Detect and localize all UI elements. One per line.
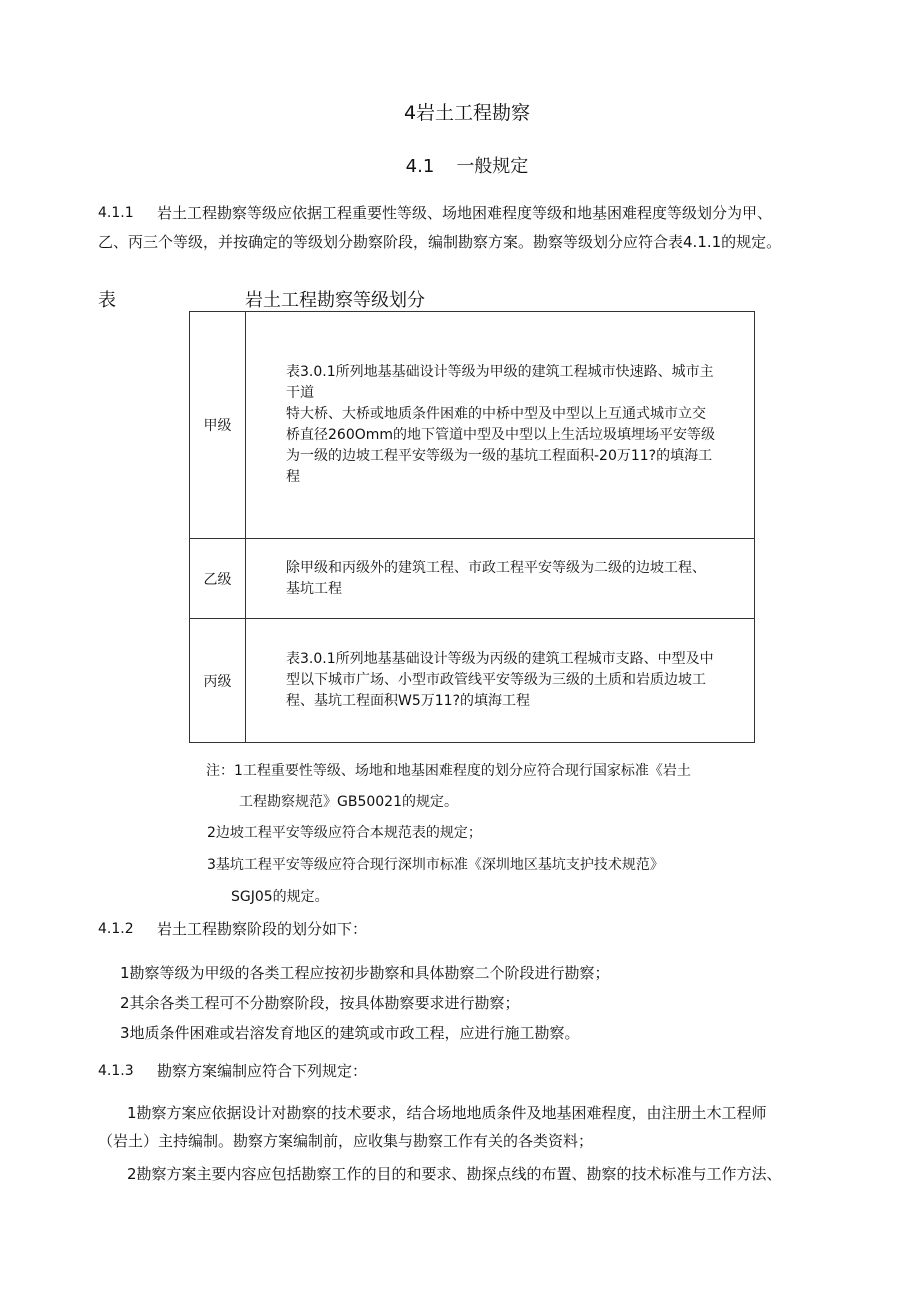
note-2: 2边坡工程平安等级应符合本规范表的规定； (207, 825, 482, 841)
clause-413-item-2-line1: 2勘察方案主要内容应包括勘察工作的目的和要求、勘探点线的布置、勘察的技术标准与工作方法、 (127, 1165, 782, 1183)
clause-412-text: 岩土工程勘察阶段的划分如下： (157, 920, 368, 938)
section-title (0, 152, 920, 178)
clause-413-number: 4.1.3 (98, 1063, 134, 1079)
note-3-line1: 3基坑工程平安等级应符合现行深圳市标准《深圳地区基坑支护技术规范》 (207, 857, 664, 873)
description-line: 型以下城市广场、小型市政管线平安等级为三级的土质和岩质边坡工 (286, 672, 706, 688)
survey-grade-table (189, 311, 755, 743)
grade-description (246, 619, 755, 743)
description-line: 表3.0.1所列地基基础设计等级为丙级的建筑工程城市支路、中型及中 (286, 651, 714, 667)
section-number: 4.1 (405, 156, 435, 177)
table-row-grade-b (190, 539, 755, 619)
clause-411-line1: 岩土工程勘察等级应依据工程重要性等级、场地困难程度等级和地基困难程度等级划分为甲、 (157, 204, 773, 222)
description-line: 除甲级和丙级外的建筑工程、市政工程平安等级为二级的边坡工程、 (286, 559, 706, 576)
grade-label: 甲级 (190, 312, 246, 539)
clause-411-line2: 乙、丙三个等级，并按确定的等级划分勘察阶段，编制勘察方案。勘察等级划分应符合表4.1.1的规定。 (98, 233, 782, 251)
clause-412-item-2: 2其余各类工程可不分勘察阶段，按具体勘察要求进行勘察； (120, 994, 520, 1012)
note-1-line1: 注：1工程重要性等级、场地和地基困难程度的划分应符合现行国家标准《岩土 (206, 763, 691, 779)
description-line: 程 (286, 469, 300, 485)
clause-413-text: 勘察方案编制应符合下列规定： (157, 1062, 368, 1080)
description-line: 程、基坑工程面积W5万11?的填海工程 (286, 693, 530, 709)
description-line: 为一级的边坡工程平安等级为一级的基坑工程面积-20万11?的填海工 (286, 448, 713, 464)
clause-413-item-1-line1: 1勘察方案应依据设计对勘察的技术要求，结合场地地质条件及地基困难程度，由注册土木工程师 (127, 1104, 767, 1122)
note-1-line2: 工程勘察规范》GB50021的规定。 (239, 794, 458, 810)
chapter-title: 4岩土工程勘察 (403, 102, 531, 124)
description-line: 基坑工程 (286, 580, 342, 597)
table-row-grade-c (190, 619, 755, 743)
grade-description (246, 539, 755, 619)
clause-412-number: 4.1.2 (98, 921, 134, 937)
table-row-grade-a (190, 312, 755, 539)
description-line: 干道 (286, 385, 314, 401)
clause-411-number: 4.1.1 (98, 205, 134, 221)
clause-412-item-3: 3地质条件困难或岩溶发育地区的建筑或市政工程，应进行施工勘察。 (120, 1024, 580, 1042)
section-title-text: 一般规定 (456, 156, 529, 177)
grade-label: 丙级 (190, 619, 246, 743)
note-3-line2: SGJ05的规定。 (231, 889, 329, 905)
grade-label: 乙级 (190, 539, 246, 619)
description-line: 桥直径260Omm的地下管道中型及中型以上生活垃圾填埋场平安等级 (286, 427, 716, 443)
clause-412-item-1: 1勘察等级为甲级的各类工程应按初步勘察和具体勘察二个阶段进行勘察； (120, 964, 610, 982)
clause-413-item-1-line2: （岩土）主持编制。勘察方案编制前，应收集与勘察工作有关的各类资料； (98, 1132, 594, 1150)
table-caption-title: 岩土工程勘察等级划分 (245, 290, 425, 311)
description-line: 特大桥、大桥或地质条件困难的中桥中型及中型以上互通式城市立交 (286, 406, 706, 422)
description-line: 表3.0.1所列地基基础设计等级为甲级的建筑工程城市快速路、城市主 (286, 364, 714, 380)
table-caption-label: 表 (98, 290, 116, 311)
grade-description (246, 312, 755, 539)
